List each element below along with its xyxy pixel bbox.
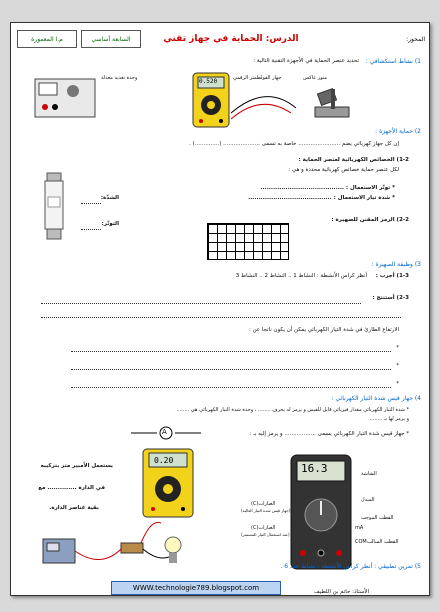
cause-line-2[interactable] <box>71 369 391 370</box>
cause-line-3[interactable] <box>71 387 391 388</box>
dmm-small-ma: mA <box>355 525 364 531</box>
section4-line2: * جهاز قيس شدة التيار الكهربائي يسمى .................. و يرمز إليه بـ : <box>249 431 409 437</box>
section3-sub1: 1-3) أجرب : <box>375 273 409 279</box>
teacher-name: الأستاذ: حاتم بن اللطيف <box>313 589 369 595</box>
dmm-label-range-2: العيارات(C) <box>251 525 276 531</box>
section2-bullet2: * شدة تيار الاستعمال : ........................................ <box>248 195 395 201</box>
label-current: الشدّة: <box>100 195 119 201</box>
cause-bullet-1: * <box>396 345 399 351</box>
section4-heading: 4) جهاز قيس شدة التيار الكهربائي : <box>331 395 421 402</box>
section2-bullet1: * توتّر الاستعمال : ........................................ <box>260 185 395 191</box>
section4-line1b: و يرمز لها بـ ........ <box>369 416 409 422</box>
dmm-small-2: (عند استعمال التيار المستمر) <box>241 532 290 537</box>
device-label-projector: متور عاكس <box>303 75 328 81</box>
section3-sub1-text: أنظر كراس الأنشطة : النشاط 1 .. النشاط 2 .. النشاط 3 <box>235 273 367 279</box>
ammeter-use-1: يستعمل الأمبير متر بتركيبه <box>40 463 113 469</box>
circuit-image <box>41 519 191 575</box>
header <box>11 23 431 55</box>
subject-label: المحور: <box>406 35 425 43</box>
dmm-label-range-1: العيارات(C) <box>251 501 276 507</box>
device-label-supply: وحدة تغذية معدلة <box>101 75 138 81</box>
dmm-label-negative: القطب السالب <box>367 539 399 545</box>
section1-prompt: تحديد عنصر الحماية في الأجهزة التقنية التالية : <box>253 58 359 64</box>
level-box: السابعة أساسي <box>81 30 141 48</box>
section3-heading: 3) وظيفة الصهيرة : <box>371 261 421 268</box>
section5-heading: 5) تمرين تطبيقي : أنظر كراس الأنشطة ، نشاط عدد 6 . <box>280 563 421 570</box>
section1-heading: 1) نشاط استكشافي : <box>365 58 421 65</box>
probe-wires <box>231 83 301 123</box>
ammeter-reading: 0.20 <box>154 456 174 465</box>
voltage-blank[interactable] <box>81 229 101 230</box>
worksheet <box>10 22 430 596</box>
section4-line1: * شدة التيار الكهربائي مقدار فيزيائي قابل للقيس و يرمز له بحرف ........ ، وحدة شدة التيار الكهربائي هي ........ <box>176 407 409 413</box>
fuse-symbol-grid[interactable] <box>207 223 289 260</box>
dmm-small-com: COM <box>355 539 367 545</box>
cause-bullet-2: * <box>396 363 399 369</box>
conclusion-line-1[interactable] <box>41 303 361 304</box>
section2-sub1: 1-2) الخصائص الكهربائية لعنصر الحماية : <box>298 157 409 163</box>
section3-sub2: 2-3) أستنتج : <box>372 295 409 301</box>
dmm-small-1: (جهاز قيس شدة التيار العالية) <box>241 508 291 513</box>
fuse-image <box>41 171 67 243</box>
dmm-label-switch: المبدل <box>361 497 375 503</box>
section2-heading: 2) حماية الأجهزة : <box>375 128 421 135</box>
projector-image <box>311 83 355 123</box>
school-box: م.ا المعمورة <box>17 30 77 48</box>
ammeter-use-2: في الدارة .............. مع <box>38 485 105 491</box>
cause-bullet-3: * <box>396 381 399 387</box>
footer-url[interactable]: WWW.technologie789.blogspot.com <box>111 581 281 595</box>
ammeter-symbol-letter: A <box>162 428 167 436</box>
voltmeter-reading: 0.520 <box>199 78 218 85</box>
power-supply-image <box>33 71 97 121</box>
section2-sub1-text: لكل عنصر حماية خصائص كهربائية محددة و هي : <box>288 167 399 173</box>
cause-line-1[interactable] <box>71 351 391 352</box>
current-blank[interactable] <box>81 203 101 204</box>
lesson-title: الدرس: الحماية في جهاز تقني <box>163 34 299 44</box>
dmm-label-screen: الشاشة <box>361 471 377 477</box>
section2-line1: إن كل جهاز كهربائي يضم ........................ خاصة به تسمى ..................... (..............) . <box>189 141 399 147</box>
device-label-voltmeter: جهاز الفولطمتر الرقمي <box>233 75 282 81</box>
section2-sub2: 2-2) الرمز المقنن للصهيرة : <box>331 217 409 223</box>
conclusion-line-2[interactable] <box>41 317 401 318</box>
section3-rise-text: الارتفاع الطارئ في شدة التيار الكهربائي يمكن أن يكون ناتجا عن : <box>249 327 399 333</box>
dmm-reading: 16.3 <box>301 462 328 475</box>
ammeter-use-3: بقية عناصر الدارة. <box>49 505 99 511</box>
dmm-label-positive: القطب الموجب <box>361 515 394 521</box>
label-voltage: التوتّر: <box>101 221 119 227</box>
